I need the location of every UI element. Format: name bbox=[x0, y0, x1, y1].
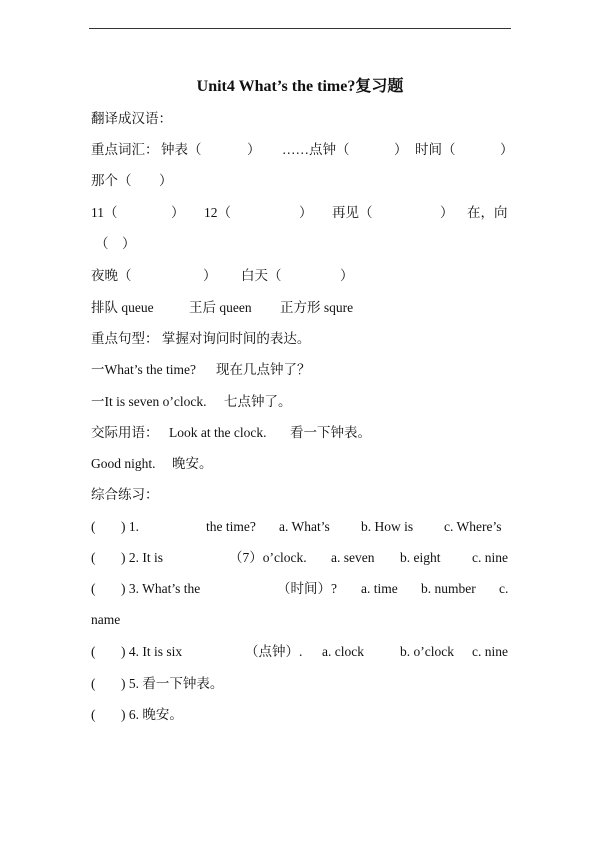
practice-item-5 bbox=[91, 673, 511, 695]
question-number: ) 2. It is bbox=[121, 550, 163, 565]
communication-line-1 bbox=[91, 422, 511, 444]
vocab-line-2 bbox=[91, 170, 511, 192]
vocab-that-close: ） bbox=[159, 173, 173, 188]
practice-heading bbox=[91, 484, 511, 506]
sentence-answer-cn: 七点钟了。 bbox=[224, 394, 292, 409]
question-stem: the time? bbox=[206, 519, 256, 534]
communication-look: Look at the clock. bbox=[169, 425, 267, 440]
answer-paren: ( bbox=[91, 581, 96, 596]
question-stem: （点钟）. bbox=[245, 644, 303, 659]
option-a: a. clock bbox=[322, 644, 364, 659]
communication-label: 交际用语： bbox=[91, 425, 159, 440]
sentence-answer bbox=[91, 391, 511, 413]
practice-item-4 bbox=[91, 641, 511, 663]
vocab-oclock-close: ） bbox=[394, 142, 408, 157]
vocab-clock-close: ） bbox=[247, 142, 261, 157]
vocab-eleven-close: ） bbox=[171, 205, 185, 220]
vocab-night: 夜晚（ bbox=[91, 268, 132, 283]
answer-paren: ( bbox=[91, 550, 96, 565]
sentence-question-cn: 现在几点钟了？ bbox=[216, 362, 311, 377]
practice-item-6 bbox=[91, 704, 511, 726]
option-b: b. How is bbox=[361, 519, 414, 534]
sentence-question-en: 一What’s the time? bbox=[91, 362, 196, 377]
option-c: c. bbox=[499, 581, 509, 596]
sentences-label: 重点句型： 掌握对询问时间的表达。 bbox=[91, 331, 311, 346]
practice-item-2 bbox=[91, 547, 511, 569]
vocab-goodbye-close: ） bbox=[440, 205, 454, 220]
header-rule bbox=[89, 28, 511, 29]
practice-item-3-wrap bbox=[91, 609, 511, 631]
vocab-eleven: 11（ bbox=[91, 205, 118, 220]
communication-goodnight-cn: 晚安。 bbox=[172, 456, 213, 471]
option-b: b. eight bbox=[400, 550, 441, 565]
answer-paren: ( bbox=[91, 644, 96, 659]
vocab-queue: 排队 queue bbox=[91, 300, 154, 315]
vocab-line-5 bbox=[91, 265, 511, 287]
question-stem: （时间）? bbox=[277, 581, 337, 596]
option-c: c. Where’s bbox=[444, 519, 502, 534]
vocab-oclock: ……点钟（ bbox=[282, 142, 350, 157]
option-a: a. seven bbox=[331, 550, 375, 565]
vocab-label: 重点词汇： bbox=[91, 142, 159, 157]
sentence-answer-en: 一It is seven o’clock. bbox=[91, 394, 207, 409]
option-a: a. What’s bbox=[279, 519, 330, 534]
practice-item-3 bbox=[91, 578, 511, 600]
option-b: b. o’clock bbox=[400, 644, 454, 659]
vocab-at-paren: （ ） bbox=[95, 236, 136, 251]
sentence-question bbox=[91, 359, 511, 381]
option-c: c. nine bbox=[472, 644, 508, 659]
vocab-that: 那个（ bbox=[91, 173, 132, 188]
vocab-day: 白天（ bbox=[241, 268, 282, 283]
translate-heading bbox=[91, 108, 511, 130]
vocab-day-close: ） bbox=[340, 268, 354, 283]
answer-paren: ( bbox=[91, 707, 96, 722]
practice-item-1 bbox=[91, 516, 511, 538]
answer-paren: ( bbox=[91, 519, 96, 534]
vocab-twelve: 12（ bbox=[204, 205, 231, 220]
answer-paren: ( bbox=[91, 676, 96, 691]
question-number: ) 6. 晚安。 bbox=[121, 707, 183, 722]
vocab-night-close: ） bbox=[203, 268, 217, 283]
option-b: b. number bbox=[421, 581, 476, 596]
page-title: Unit4 What’s the time?复习题 bbox=[196, 78, 404, 95]
communication-look-cn: 看一下钟表。 bbox=[290, 425, 371, 440]
option-a: a. time bbox=[361, 581, 398, 596]
vocab-time: 时间（ bbox=[415, 142, 456, 157]
communication-line-2 bbox=[91, 453, 511, 475]
vocab-line-6 bbox=[91, 297, 511, 319]
question-number: ) 4. It is six bbox=[121, 644, 183, 659]
vocab-queen: 王后 queen bbox=[189, 300, 252, 315]
vocab-time-close: ） bbox=[500, 142, 514, 157]
option-c-wrap: name bbox=[91, 612, 121, 627]
question-number: ) 1. bbox=[121, 519, 139, 534]
practice-heading-text: 综合练习： bbox=[91, 487, 159, 502]
sentences-label-line bbox=[91, 328, 511, 350]
question-number: ) 3. What’s the bbox=[121, 581, 201, 596]
vocab-at: 在，向 bbox=[467, 205, 508, 220]
vocab-line-3 bbox=[91, 202, 511, 224]
translate-heading-text: 翻译成汉语： bbox=[91, 111, 172, 126]
option-c: c. nine bbox=[472, 550, 508, 565]
vocab-line-1 bbox=[91, 139, 514, 161]
question-stem: （7）o’clock. bbox=[229, 550, 307, 565]
vocab-clock: 钟表（ bbox=[161, 142, 202, 157]
vocab-square: 正方形 squre bbox=[280, 300, 354, 315]
communication-goodnight: Good night. bbox=[91, 456, 156, 471]
vocab-line-4 bbox=[91, 233, 511, 255]
question-number: ) 5. 看一下钟表。 bbox=[121, 676, 224, 691]
vocab-goodbye: 再见（ bbox=[332, 205, 373, 220]
vocab-twelve-close: ） bbox=[299, 205, 313, 220]
